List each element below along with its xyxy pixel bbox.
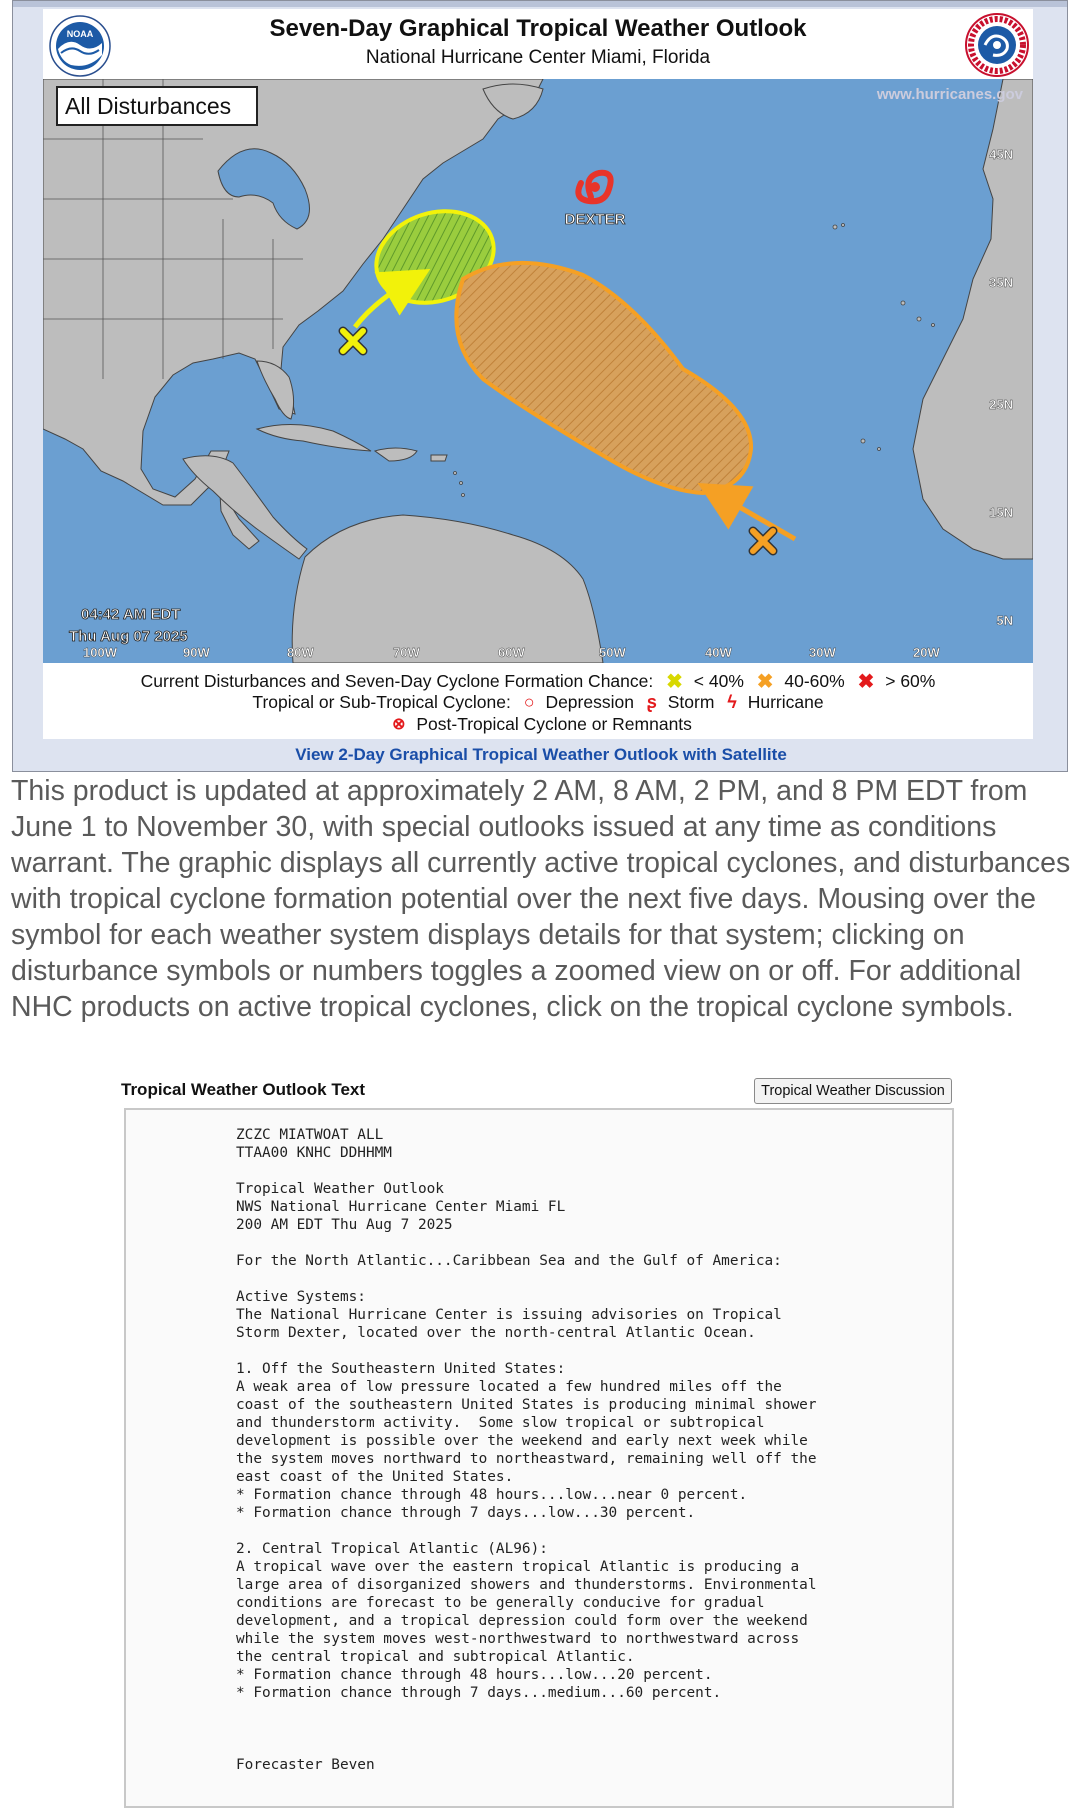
legend-depression: Depression	[545, 691, 634, 712]
lat-label-15n: 15N	[989, 505, 1013, 520]
legend-storm: Storm	[667, 691, 715, 712]
outlook-graphic[interactable]	[43, 9, 1033, 739]
low-chance-x-icon: ✖	[666, 671, 683, 693]
legend-medium: 40-60%	[784, 671, 845, 691]
website-label: www.hurricanes.gov	[876, 86, 1023, 103]
legend-row-post-tropical	[43, 713, 1033, 735]
lon-label-50w: 50W	[599, 645, 626, 660]
legend-post-tropical: Post-Tropical Cyclone or Remnants	[416, 713, 692, 734]
outlook-text-box[interactable]	[124, 1108, 954, 1808]
graphic-subtitle: National Hurricane Center Miami, Florida	[365, 47, 711, 68]
outlook-text: ZCZC MIATWOAT ALL TTAA00 KNHC DDHHMM Tropical Weather Outlook NWS National Hurricane Center Miami FL 200 AM EDT Thu Aug 7 2025 For the North Atlantic...Caribbean Sea and the Gulf of America: Active Systems: The National Hurricane Center is issuing advisories on Tropical Storm Dexter, located over the north-central Atlantic Ocean. 1. Off the Southeastern United States: A weak area of low pressure located a few hundred miles off the coast of the southeastern United States is producing minimal shower and thunderstorm activity. Some slow tropical or subtropical development is possible over the weekend and early next week while the system moves northward to northeastward, remaining well off the east coast of the United States. * Formation chance through 48 hours...low...near 0 percent. * Formation chance through 7 days...low...30 percent. 2. Central Tropical Atlantic (AL96): A tropical wave over the eastern tropical Atlantic is producing a large area of disorganized showers and thunderstorms. Environmental conditions are forecast to be generally conducive for gradual development, and a tropical depression could form over the weekend while the system moves west-northwestward to northwestward across the central tropical and subtropical Atlantic. * Formation chance through 48 hours...low...20 percent. * Formation chance through 7 days...medium...60 percent. Forecaster Beven	[236, 1127, 817, 1773]
lon-label-30w: 30W	[809, 645, 836, 660]
nws-logo-icon	[965, 13, 1029, 77]
lon-label-40w: 40W	[705, 645, 732, 660]
lon-label-60w: 60W	[498, 645, 525, 660]
legend-hurricane: Hurricane	[747, 691, 824, 712]
outlook-graphic-frame	[12, 0, 1068, 772]
view-2day-outlook-link[interactable]: View 2-Day Graphical Tropical Weather Outlook with Satellite	[295, 745, 787, 764]
tropical-weather-discussion-button[interactable]: Tropical Weather Discussion	[754, 1078, 952, 1104]
medium-chance-x-icon: ✖	[756, 671, 774, 693]
lon-label-20w: 20W	[913, 645, 940, 660]
lat-label-25n: 25N	[989, 397, 1013, 412]
legend-cyclone-label: Tropical or Sub-Tropical Cyclone:	[252, 691, 511, 712]
storm-label: DEXTER	[564, 211, 626, 228]
legend-row-cyclone	[43, 691, 1033, 713]
timestamp-time: 04:42 AM EDT	[81, 606, 181, 623]
top-strip	[13, 1, 1067, 7]
lon-label-70w: 70W	[393, 645, 420, 660]
graphic-title: Seven-Day Graphical Tropical Weather Outlook	[269, 15, 807, 42]
outlook-map[interactable]	[43, 79, 1033, 663]
lat-label-35n: 35N	[989, 275, 1013, 290]
legend-high: > 60%	[885, 671, 936, 691]
hurricane-icon: ϟ	[727, 691, 737, 712]
depression-icon: ○	[523, 691, 535, 712]
land-puerto-rico	[431, 455, 447, 461]
lat-label-5n: 5N	[996, 613, 1013, 628]
outlook-text-heading: Tropical Weather Outlook Text	[121, 1080, 366, 1099]
product-description: This product is updated at approximately 2 AM, 8 AM, 2 PM, and 8 PM EDT from June 1 to November 30, with special outlooks issued at any time as conditions warrant. The graphic displays all currently active tropical cyclones, and disturbances with tropical cyclone formation potential over the next five days. Mousing over the symbol for each weather system displays details for that system; clicking on disturbance symbols or numbers toggles a zoomed view on or off. For additional NHC products on active tropical cyclones, click on the tropical cyclone symbols.	[11, 775, 1071, 1023]
graphic-header	[43, 9, 1033, 79]
svg-text:NOAA: NOAA	[66, 29, 94, 39]
post-tropical-icon: ⊗	[392, 716, 406, 734]
high-chance-x-icon: ✖	[857, 671, 875, 693]
lat-label-45n: 45N	[989, 147, 1013, 162]
legend-formation-label: Current Disturbances and Seven-Day Cyclone Formation Chance:	[140, 671, 654, 691]
storm-icon: ʂ	[646, 691, 657, 712]
legend-low: < 40%	[693, 671, 744, 691]
badge-label: All Disturbances	[65, 93, 232, 119]
lon-label-90w: 90W	[183, 645, 210, 660]
timestamp-date: Thu Aug 07 2025	[69, 628, 188, 645]
lon-label-100w: 100W	[83, 645, 117, 660]
map-legend	[43, 663, 1033, 739]
lon-label-80w: 80W	[287, 645, 314, 660]
